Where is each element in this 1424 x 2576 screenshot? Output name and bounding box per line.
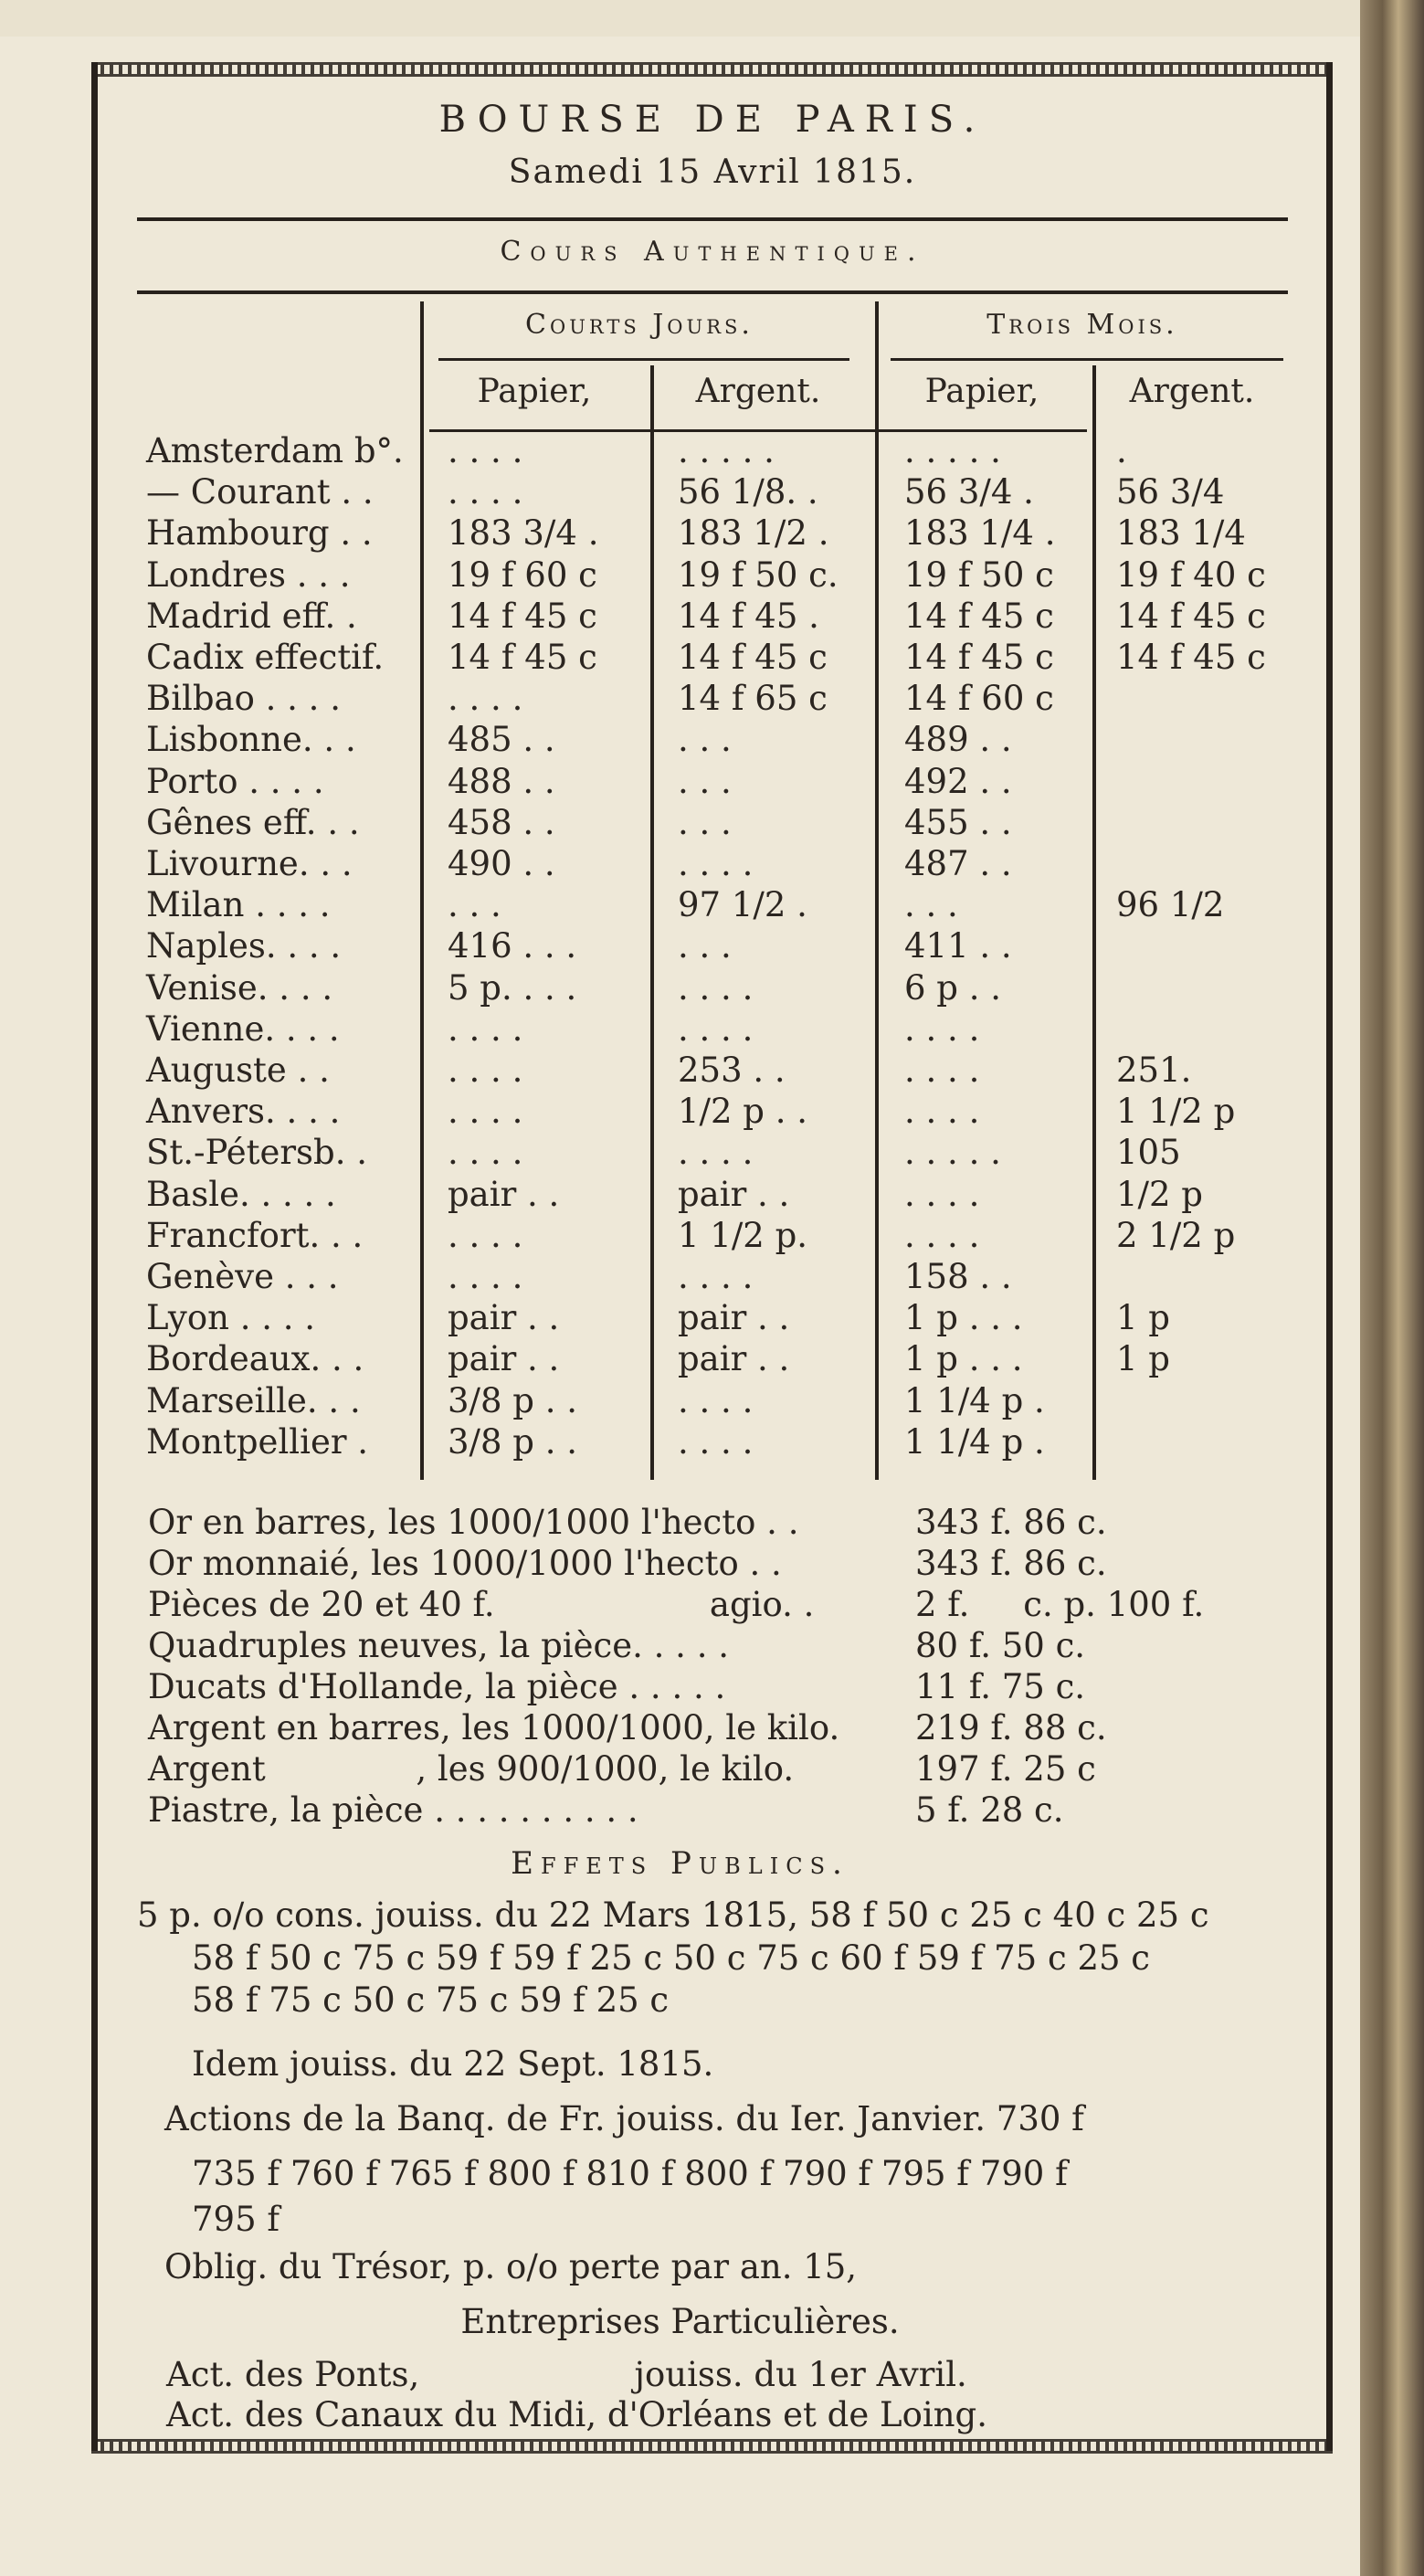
cell-courts-argent: . . . . bbox=[678, 1133, 754, 1173]
metal-label: Pièces de 20 et 40 f. agio. . bbox=[148, 1585, 815, 1624]
cell-place: Basle. . . . . bbox=[146, 1174, 336, 1214]
table-row bbox=[0, 596, 1360, 638]
cell-place: Hambourg . . bbox=[146, 513, 373, 554]
metal-value: 11 f. 75 c. bbox=[915, 1667, 1086, 1706]
cell-trois-papier: . . . . . bbox=[904, 1133, 1001, 1173]
rule bbox=[891, 358, 1283, 361]
cell-place: Milan . . . . bbox=[146, 885, 331, 925]
effets-heading: Effets Publics. bbox=[511, 1845, 849, 1882]
cell-trois-argent: 105 bbox=[1116, 1133, 1181, 1173]
rule bbox=[137, 290, 1288, 294]
cell-trois-argent: 19 f 40 c bbox=[1116, 554, 1266, 595]
cell-trois-papier: 183 1/4 . bbox=[904, 513, 1056, 554]
effets-line: 5 p. o/o cons. jouiss. du 22 Mars 1815, 58 f 50 c 25 c 40 c 25 c bbox=[137, 1895, 1209, 1935]
cell-place: Porto . . . . bbox=[146, 761, 324, 801]
cell-trois-argent: 2 1/2 p bbox=[1116, 1215, 1236, 1255]
cell-courts-papier: . . . . bbox=[448, 1257, 523, 1296]
effets-line: Actions de la Banq. de Fr. jouiss. du Ier. Janvier. 730 f bbox=[164, 2099, 1084, 2138]
cell-place: Gênes eff. . . bbox=[146, 802, 360, 842]
cell-place: Montpellier . bbox=[146, 1421, 369, 1462]
table-row bbox=[0, 555, 1360, 596]
date-line: Samedi 15 Avril 1815. bbox=[508, 153, 917, 191]
effets-line: 58 f 50 c 75 c 59 f 59 f 25 c 50 c 75 c 60 f 59 f 75 c 25 c bbox=[192, 1938, 1151, 1978]
book-edge bbox=[1360, 0, 1424, 2576]
cell-place: St.-Pétersb. . bbox=[146, 1133, 368, 1173]
cell-courts-papier: . . . . bbox=[448, 679, 523, 719]
effets-line: 795 f bbox=[192, 2200, 280, 2239]
cell-place: Lyon . . . . bbox=[146, 1298, 316, 1338]
cell-courts-argent: 1 1/2 p. bbox=[678, 1215, 808, 1255]
metal-label: Piastre, la pièce . . . . . . . . . . bbox=[148, 1790, 638, 1830]
cell-place: Londres . . . bbox=[146, 554, 351, 595]
table-row bbox=[0, 720, 1360, 761]
cell-courts-argent: . . . . bbox=[678, 967, 754, 1008]
cell-courts-papier: 458 . . bbox=[448, 802, 555, 842]
metal-value: 219 f. 88 c. bbox=[915, 1708, 1107, 1747]
cell-trois-papier: . . . . bbox=[904, 1174, 980, 1214]
effets-line: 735 f 760 f 765 f 800 f 810 f 800 f 790 f 795 f 790 f bbox=[192, 2154, 1068, 2193]
cell-trois-papier: . . . . bbox=[904, 1092, 980, 1132]
cell-courts-argent: pair . . bbox=[678, 1339, 790, 1379]
table-row bbox=[0, 1175, 1360, 1216]
metal-label: Or monnaié, les 1000/1000 l'hecto . . bbox=[148, 1544, 782, 1583]
metal-value: 343 f. 86 c. bbox=[915, 1503, 1107, 1542]
cell-trois-argent: . bbox=[1116, 431, 1127, 470]
bottom-ornamental-rule bbox=[91, 2439, 1333, 2454]
table-row bbox=[0, 1133, 1360, 1174]
metal-label: Quadruples neuves, la pièce. . . . . bbox=[148, 1626, 729, 1665]
table-row bbox=[0, 1050, 1360, 1092]
cell-trois-argent: 1 1/2 p bbox=[1116, 1092, 1236, 1132]
cell-courts-argent: 183 1/2 . bbox=[678, 513, 829, 554]
cell-place: Anvers. . . . bbox=[146, 1092, 341, 1132]
header-papier-2: Papier, bbox=[924, 373, 1039, 410]
cell-place: Francfort. . . bbox=[146, 1215, 364, 1255]
cell-courts-papier: . . . . bbox=[448, 1133, 523, 1173]
cell-courts-argent: . . . . bbox=[678, 1421, 754, 1462]
table-row bbox=[0, 1009, 1360, 1050]
cell-courts-papier: 5 p. . . . bbox=[448, 967, 577, 1008]
cell-courts-papier: . . . . bbox=[448, 1215, 523, 1255]
cell-trois-papier: 487 . . bbox=[904, 844, 1012, 883]
entreprise-line: Act. des Canaux du Midi, d'Orléans et de Loing. bbox=[166, 2395, 987, 2434]
rule bbox=[438, 358, 849, 361]
table-row bbox=[0, 679, 1360, 720]
cell-trois-papier: . . . . bbox=[904, 1050, 980, 1090]
cell-place: Vienne. . . . bbox=[146, 1008, 340, 1049]
metal-label: Argent , les 900/1000, le kilo. bbox=[148, 1749, 795, 1789]
cell-trois-papier: 411 . . bbox=[904, 926, 1012, 966]
cell-trois-argent: 56 3/4 bbox=[1116, 472, 1225, 512]
metal-label: Or en barres, les 1000/1000 l'hecto . . bbox=[148, 1503, 799, 1542]
cell-courts-papier: . . . . bbox=[448, 472, 523, 512]
cell-place: Lisbonne. . . bbox=[146, 720, 356, 760]
rule bbox=[137, 217, 1288, 221]
cell-courts-argent: . . . . . bbox=[678, 431, 775, 470]
cell-trois-papier: 14 f 45 c bbox=[904, 596, 1054, 636]
cell-courts-papier: 14 f 45 c bbox=[448, 596, 597, 636]
cell-place: Venise. . . . bbox=[146, 967, 333, 1008]
cell-courts-argent: 14 f 45 . bbox=[678, 596, 819, 636]
cell-trois-papier: 1 p . . . bbox=[904, 1298, 1023, 1338]
cell-trois-papier: . . . . bbox=[904, 1215, 980, 1255]
cell-place: Madrid eff. . bbox=[146, 596, 357, 636]
cell-courts-argent: . . . bbox=[678, 802, 732, 842]
metal-value: 343 f. 86 c. bbox=[915, 1544, 1107, 1583]
cell-trois-papier: 1 p . . . bbox=[904, 1339, 1023, 1379]
effets-line: Oblig. du Trésor, p. o/o perte par an. 15, bbox=[164, 2247, 858, 2286]
cell-courts-argent: . . . bbox=[678, 761, 732, 801]
cell-courts-papier: . . . . bbox=[448, 1050, 523, 1090]
cell-courts-argent: 14 f 65 c bbox=[678, 679, 828, 719]
cell-courts-argent: 253 . . bbox=[678, 1050, 786, 1090]
cell-place: Livourne. . . bbox=[146, 844, 353, 883]
cell-courts-argent: . . . bbox=[678, 720, 732, 760]
metal-label: Ducats d'Hollande, la pièce . . . . . bbox=[148, 1667, 726, 1706]
cell-place: Naples. . . . bbox=[146, 926, 342, 966]
metal-value: 5 f. 28 c. bbox=[915, 1790, 1064, 1830]
cell-courts-papier: pair . . bbox=[448, 1298, 560, 1338]
cell-trois-argent: 1 p bbox=[1116, 1339, 1170, 1379]
cell-courts-argent: 56 1/8. . bbox=[678, 472, 818, 512]
group-trois-mois: Trois Mois. bbox=[986, 309, 1178, 341]
cell-place: Bordeaux. . . bbox=[146, 1339, 364, 1379]
cell-place: Amsterdam b°. bbox=[146, 431, 404, 470]
cell-trois-papier: . . . . bbox=[904, 1008, 980, 1049]
cell-trois-papier: 455 . . bbox=[904, 802, 1012, 842]
cell-courts-argent: pair . . bbox=[678, 1298, 790, 1338]
entreprise-line: Act. des Ponts, jouiss. du 1er Avril. bbox=[166, 2355, 967, 2394]
cell-courts-papier: 3/8 p . . bbox=[448, 1380, 578, 1420]
table-row bbox=[0, 926, 1360, 967]
cell-trois-argent: 251. bbox=[1116, 1050, 1192, 1090]
cell-trois-papier: 1 1/4 p . bbox=[904, 1421, 1045, 1462]
cell-trois-papier: 1 1/4 p . bbox=[904, 1380, 1045, 1420]
cell-courts-papier: . . . . bbox=[448, 1092, 523, 1132]
metal-label: Argent en barres, les 1000/1000, le kilo. bbox=[148, 1708, 840, 1747]
cell-trois-argent: 1 p bbox=[1116, 1298, 1170, 1338]
table-row bbox=[0, 968, 1360, 1009]
cell-trois-papier: 14 f 60 c bbox=[904, 679, 1054, 719]
cell-courts-papier: 485 . . bbox=[448, 720, 555, 760]
table-row bbox=[0, 1216, 1360, 1257]
table-row bbox=[0, 844, 1360, 885]
top-ornamental-rule bbox=[91, 62, 1333, 77]
cell-place: — Courant . . bbox=[146, 472, 374, 512]
cell-place: Bilbao . . . . bbox=[146, 679, 341, 719]
cell-courts-papier: 490 . . bbox=[448, 844, 555, 883]
table-row bbox=[0, 803, 1360, 844]
cell-courts-papier: pair . . bbox=[448, 1174, 560, 1214]
cell-courts-papier: . . . bbox=[448, 885, 501, 925]
cell-courts-argent: 19 f 50 c. bbox=[678, 554, 839, 595]
cell-courts-argent: . . . . bbox=[678, 1008, 754, 1049]
cell-trois-papier: 56 3/4 . bbox=[904, 472, 1034, 512]
cell-trois-papier: . . . bbox=[904, 885, 958, 925]
page-title: BOURSE DE PARIS. bbox=[438, 99, 986, 141]
cell-trois-papier: 158 . . bbox=[904, 1257, 1012, 1296]
cell-courts-papier: 14 f 45 c bbox=[448, 638, 597, 677]
cell-courts-papier: 19 f 60 c bbox=[448, 554, 597, 595]
cell-courts-argent: 1/2 p . . bbox=[678, 1092, 808, 1132]
cell-trois-papier: 14 f 45 c bbox=[904, 638, 1054, 677]
cell-trois-papier: 6 p . . bbox=[904, 967, 1002, 1008]
cell-trois-papier: . . . . . bbox=[904, 431, 1001, 470]
cell-trois-argent: 96 1/2 bbox=[1116, 885, 1225, 925]
cell-trois-argent: 1/2 p bbox=[1116, 1174, 1203, 1214]
table-row bbox=[0, 762, 1360, 803]
cell-courts-papier: 3/8 p . . bbox=[448, 1421, 578, 1462]
cell-courts-papier: 183 3/4 . bbox=[448, 513, 599, 554]
cell-courts-argent: 97 1/2 . bbox=[678, 885, 807, 925]
cell-trois-papier: 489 . . bbox=[904, 720, 1012, 760]
entreprises-heading: Entreprises Particulières. bbox=[460, 2302, 900, 2341]
table-row bbox=[0, 1381, 1360, 1422]
table-row bbox=[0, 472, 1360, 513]
cell-courts-papier: 488 . . bbox=[448, 761, 555, 801]
cell-courts-argent: 14 f 45 c bbox=[678, 638, 828, 677]
table-row bbox=[0, 638, 1360, 679]
table-row bbox=[0, 885, 1360, 926]
effets-line: 58 f 75 c 50 c 75 c 59 f 25 c bbox=[192, 1980, 670, 2020]
cell-courts-argent: . . . . bbox=[678, 844, 754, 883]
table-row bbox=[0, 513, 1360, 554]
cell-courts-argent: pair . . bbox=[678, 1174, 790, 1214]
cell-place: Genève . . . bbox=[146, 1257, 339, 1296]
table-row bbox=[0, 1092, 1360, 1133]
section-title: Cours Authentique. bbox=[500, 236, 925, 268]
table-row bbox=[0, 1339, 1360, 1380]
cell-courts-papier: . . . . bbox=[448, 1008, 523, 1049]
cell-trois-argent: 183 1/4 bbox=[1116, 513, 1246, 554]
header-papier-1: Papier, bbox=[477, 373, 592, 410]
cell-courts-argent: . . . bbox=[678, 926, 732, 966]
table-row bbox=[0, 1422, 1360, 1463]
effets-line: Idem jouiss. du 22 Sept. 1815. bbox=[192, 2044, 714, 2084]
cell-trois-argent: 14 f 45 c bbox=[1116, 638, 1266, 677]
cell-trois-papier: 492 . . bbox=[904, 761, 1012, 801]
metal-value: 197 f. 25 c bbox=[915, 1749, 1096, 1789]
table-row bbox=[0, 1298, 1360, 1339]
cell-place: Marseille. . . bbox=[146, 1380, 361, 1420]
cell-courts-argent: . . . . bbox=[678, 1257, 754, 1296]
header-argent-2: Argent. bbox=[1129, 373, 1255, 410]
table-row bbox=[0, 1257, 1360, 1298]
table-row bbox=[0, 431, 1360, 472]
cell-place: Auguste . . bbox=[146, 1050, 330, 1090]
header-argent-1: Argent. bbox=[695, 373, 821, 410]
cell-trois-papier: 19 f 50 c bbox=[904, 554, 1054, 595]
cell-courts-argent: . . . . bbox=[678, 1380, 754, 1420]
cell-trois-argent: 14 f 45 c bbox=[1116, 596, 1266, 636]
cell-courts-papier: 416 . . . bbox=[448, 926, 577, 966]
cell-courts-papier: . . . . bbox=[448, 431, 523, 470]
cell-courts-papier: pair . . bbox=[448, 1339, 560, 1379]
metal-value: 80 f. 50 c. bbox=[915, 1626, 1086, 1665]
metal-value: 2 f. c. p. 100 f. bbox=[915, 1585, 1205, 1624]
group-courts-jours: Courts Jours. bbox=[525, 309, 754, 341]
cell-place: Cadix effectif. bbox=[146, 638, 385, 677]
